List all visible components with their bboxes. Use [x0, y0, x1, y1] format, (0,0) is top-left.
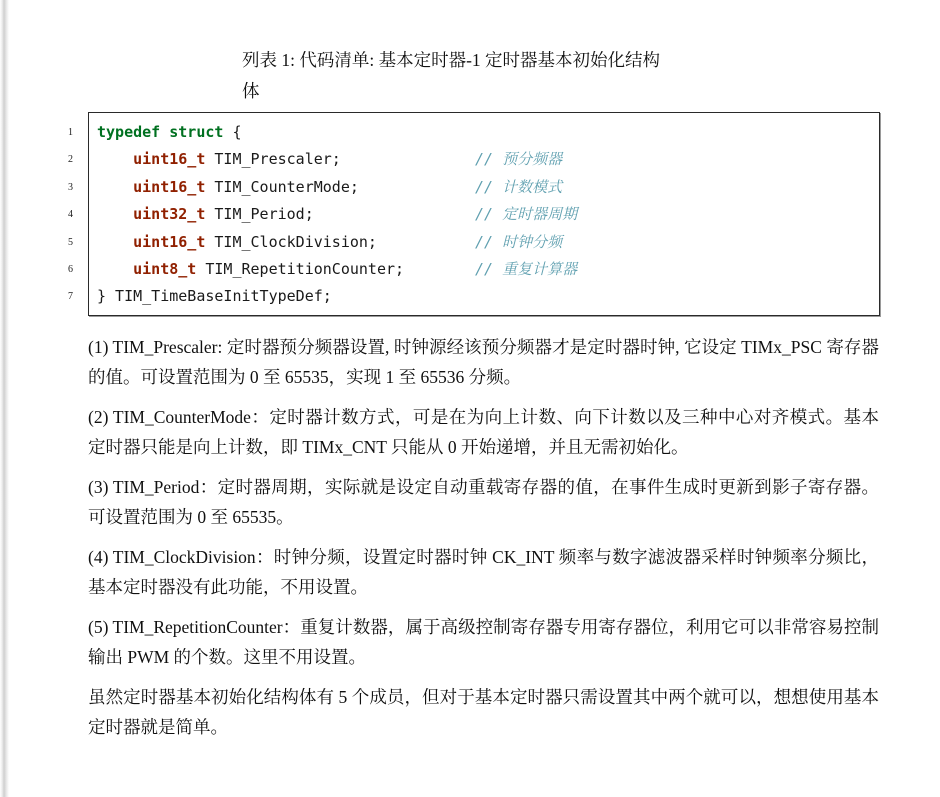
line-number: 1: [68, 127, 73, 138]
code-keyword: typedef struct: [97, 123, 224, 141]
code-listing: [97, 119, 867, 311]
code-text: } TIM_TimeBaseInitTypeDef;: [97, 287, 332, 306]
paragraph-tim-clockdivision: (4) TIM_ClockDivision：时钟分频，设置定时器时钟 CK_INT 频率与数字滤波器采样时钟频率分频比，基本定时器没有此功能，不用设置。: [88, 547, 879, 597]
listing-caption-line1: 列表 1: 代码清单: 基本定时器-1 定时器基本初始化结构: [242, 50, 661, 70]
paragraph-tim-countermode: (2) TIM_CounterMode：定时器计数方式，可是在为向上计数、向下计数以及三种中心对齐模式。基本定时器只能是向上计数，即 TIMx_CNT 只能从 0 开始递增，并且无需初始化。: [88, 407, 879, 457]
paragraph-tim-repetitioncounter: (5) TIM_RepetitionCounter：重复计数器，属于高级控制寄存器专用寄存器位，利用它可以非常容易控制输出 PWM 的个数。这里不用设置。: [88, 617, 879, 667]
code-indent: [97, 260, 133, 278]
code-indent: [97, 178, 133, 196]
code-line: [97, 174, 867, 201]
code-type-keyword: uint16_t: [133, 177, 206, 196]
code-indent: [97, 233, 133, 251]
code-text: TIM_RepetitionCounter;: [196, 259, 405, 278]
page-edge-shadow: [0, 0, 9, 797]
code-comment: // 计数模式: [475, 177, 563, 196]
code-text: TIM_Period;: [205, 205, 314, 224]
code-line: [97, 119, 867, 146]
code-indent: [97, 205, 133, 223]
code-text: TIM_Prescaler;: [205, 150, 341, 169]
code-type-keyword: uint32_t: [133, 205, 206, 224]
code-comment: // 定时器周期: [475, 205, 578, 224]
line-number: 5: [68, 236, 73, 248]
code-text: TIM_ClockDivision;: [205, 232, 377, 251]
listing-caption-line2: 体: [242, 81, 260, 101]
code-text: {: [223, 123, 242, 141]
line-number: 6: [68, 263, 73, 275]
code-comment: // 重复计算器: [475, 259, 578, 278]
code-comment: // 预分频器: [475, 150, 563, 169]
explanation-text: [88, 332, 879, 752]
code-indent: [97, 150, 133, 168]
code-line-numbers: [40, 119, 73, 311]
code-line: [97, 229, 867, 256]
line-number: 4: [68, 209, 73, 221]
code-line: [97, 146, 867, 173]
code-line: [97, 256, 867, 283]
code-line: [97, 283, 867, 310]
code-text: TIM_CounterMode;: [205, 177, 359, 196]
code-type-keyword: uint16_t: [133, 232, 206, 251]
code-type-keyword: uint16_t: [133, 150, 206, 169]
paragraph-summary: 虽然定时器基本初始化结构体有 5 个成员，但对于基本定时器只需设置其中两个就可以，想想使用基本定时器就是简单。: [88, 687, 879, 737]
line-number: 7: [68, 291, 73, 303]
paragraph-tim-prescaler: (1) TIM_Prescaler: 定时器预分频器设置, 时钟源经该预分频器才是定时器时钟, 它设定 TIMx_PSC 寄存器的值。可设置范围为 0 至 65535，实现 1 至 65536 分频。: [88, 337, 879, 387]
line-number: 2: [68, 154, 73, 166]
paragraph-tim-period: (3) TIM_Period：定时器周期，实际就是设定自动重载寄存器的值，在事件生成时更新到影子寄存器。可设置范围为 0 至 65535。: [88, 477, 879, 527]
code-line: [97, 201, 867, 228]
code-comment: // 时钟分频: [475, 232, 563, 251]
line-number: 3: [68, 181, 73, 193]
code-type-keyword: uint8_t: [133, 259, 197, 278]
listing-caption: [242, 45, 722, 107]
